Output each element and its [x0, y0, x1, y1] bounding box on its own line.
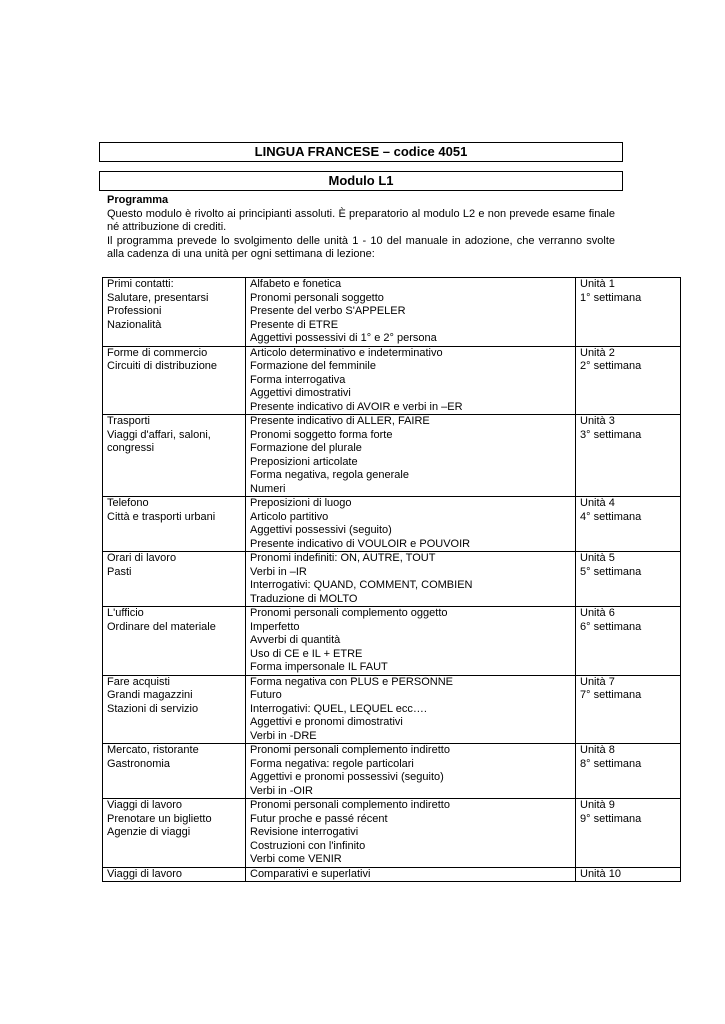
- topics-line: Telefono: [107, 497, 149, 509]
- grammar-line: Formazione del plurale: [250, 442, 362, 454]
- table-row: [103, 799, 681, 868]
- grammar-cell: [246, 552, 576, 607]
- unit-cell: [576, 278, 681, 347]
- topics-line: Ordinare del materiale: [107, 620, 216, 633]
- grammar-cell: [246, 497, 576, 552]
- unit-line: 2° settimana: [580, 360, 642, 372]
- topics-line: Grandi magazzini: [107, 689, 193, 701]
- grammar-line: Interrogativi: QUAND, COMMENT, COMBIEN: [250, 579, 473, 591]
- grammar-line: Verbi in -DRE: [250, 729, 317, 742]
- topics-cell: [103, 415, 246, 497]
- grammar-line: Revisione interrogativi: [250, 826, 359, 838]
- grammar-line: Aggettivi e pronomi possessivi (seguito): [250, 771, 444, 783]
- intro-heading: Programma: [107, 194, 169, 206]
- grammar-cell: [246, 346, 576, 415]
- topics-line: Viaggi di lavoro: [107, 799, 183, 811]
- topics-line: Nazionalità: [107, 318, 162, 331]
- table-row: [103, 675, 681, 744]
- topics-line: L'ufficio: [107, 607, 144, 619]
- grammar-line: Articolo determinativo e indeterminativo: [250, 346, 443, 359]
- unit-line: 6° settimana: [580, 620, 642, 633]
- grammar-cell: [246, 867, 576, 882]
- topics-cell: [103, 552, 246, 607]
- grammar-cell: [246, 607, 576, 676]
- grammar-line: Preposizioni articolate: [250, 455, 358, 468]
- grammar-line: Pronomi soggetto forma forte: [250, 428, 393, 441]
- grammar-line: Aggettivi possessivi di 1° e 2° persona: [250, 332, 437, 344]
- unit-cell: [576, 415, 681, 497]
- grammar-line: Forma negativa con PLUS e PERSONNE: [250, 675, 453, 688]
- topics-line: Pasti: [107, 565, 132, 578]
- grammar-line: Comparativi e superlativi: [250, 867, 371, 880]
- unit-cell: [576, 497, 681, 552]
- unit-line: 9° settimana: [580, 812, 642, 825]
- topics-cell: [103, 867, 246, 882]
- unit-line: Unità 3: [580, 415, 615, 427]
- grammar-line: Pronomi personali complemento indiretto: [250, 744, 450, 756]
- grammar-line: Preposizioni di luogo: [250, 497, 352, 509]
- topics-line: Professioni: [107, 305, 162, 317]
- table-row: [103, 415, 681, 497]
- intro-paragraph: Il programma prevede lo svolgimento delle unità 1 - 10 del manuale in adozione, che verranno svolte alla cadenza di una unità per ogni settimana di lezione:: [107, 234, 615, 260]
- topics-line: Forme di commercio: [107, 346, 208, 359]
- unit-line: Unità 7: [580, 675, 615, 688]
- grammar-cell: [246, 415, 576, 497]
- table-row: [103, 497, 681, 552]
- topics-line: Città e trasporti urbani: [107, 510, 216, 523]
- intro-section: [107, 194, 615, 262]
- topics-cell: [103, 607, 246, 676]
- topics-line: Viaggi d'affari, saloni,: [107, 428, 211, 441]
- grammar-line: Traduzione di MOLTO: [250, 592, 358, 605]
- grammar-line: Numeri: [250, 482, 286, 495]
- grammar-line: Futuro: [250, 689, 282, 701]
- topics-line: Prenotare un biglietto: [107, 812, 212, 825]
- unit-line: Unità 2: [580, 346, 615, 359]
- unit-cell: [576, 867, 681, 882]
- unit-cell: [576, 607, 681, 676]
- topics-line: Circuiti di distribuzione: [107, 360, 218, 372]
- topics-line: Stazioni di servizio: [107, 702, 199, 715]
- grammar-line: Forma interrogativa: [250, 373, 346, 386]
- topics-cell: [103, 744, 246, 799]
- grammar-line: Forma negativa, regola generale: [250, 469, 409, 481]
- grammar-line: Pronomi indefiniti: ON, AUTRE, TOUT: [250, 552, 436, 564]
- grammar-line: Verbi in -OIR: [250, 784, 313, 797]
- table-row: [103, 346, 681, 415]
- grammar-line: Presente di ETRE: [250, 318, 339, 331]
- topics-line: Mercato, ristorante: [107, 744, 199, 756]
- grammar-line: Imperfetto: [250, 620, 300, 633]
- intro-paragraph: Questo modulo è rivolto ai principianti assoluti. È preparatorio al modulo L2 e non prevede esame finale né attribuzione di crediti.: [107, 207, 615, 233]
- table-row: [103, 552, 681, 607]
- unit-line: 7° settimana: [580, 689, 642, 701]
- unit-line: 4° settimana: [580, 510, 642, 523]
- module-title: Modulo L1: [99, 171, 623, 191]
- grammar-cell: [246, 675, 576, 744]
- unit-line: Unità 1: [580, 278, 615, 290]
- topics-cell: [103, 799, 246, 868]
- grammar-line: Aggettivi dimostrativi: [250, 387, 351, 399]
- schedule-table: [102, 277, 681, 882]
- grammar-cell: [246, 744, 576, 799]
- topics-line: Orari di lavoro: [107, 552, 177, 564]
- topics-cell: [103, 346, 246, 415]
- unit-line: Unità 4: [580, 497, 615, 509]
- topics-cell: [103, 675, 246, 744]
- unit-line: Unità 9: [580, 799, 615, 811]
- grammar-line: Pronomi personali complemento indiretto: [250, 799, 450, 811]
- unit-line: 3° settimana: [580, 428, 642, 441]
- grammar-cell: [246, 278, 576, 347]
- grammar-line: Presente indicativo di ALLER, FAIRE: [250, 415, 430, 427]
- grammar-line: Formazione del femminile: [250, 360, 376, 372]
- grammar-line: Articolo partitivo: [250, 510, 329, 523]
- unit-line: Unità 5: [580, 552, 615, 564]
- unit-cell: [576, 552, 681, 607]
- course-title: LINGUA FRANCESE – codice 4051: [99, 142, 623, 162]
- topics-line: Primi contatti:: [107, 278, 174, 290]
- topics-line: Viaggi di lavoro: [107, 867, 183, 880]
- topics-line: Agenzie di viaggi: [107, 826, 191, 838]
- table-row: [103, 744, 681, 799]
- grammar-line: Pronomi personali complemento oggetto: [250, 607, 448, 619]
- unit-line: 1° settimana: [580, 291, 642, 304]
- grammar-line: Costruzioni con l'infinito: [250, 839, 366, 852]
- topics-cell: [103, 497, 246, 552]
- unit-line: 8° settimana: [580, 757, 642, 770]
- grammar-line: Aggettivi possessivi (seguito): [250, 524, 392, 536]
- table-row: [103, 867, 681, 882]
- grammar-line: Forma negativa: regole particolari: [250, 757, 414, 770]
- unit-cell: [576, 346, 681, 415]
- unit-line: 5° settimana: [580, 565, 642, 578]
- table-row: [103, 607, 681, 676]
- unit-line: Unità 8: [580, 744, 615, 756]
- unit-line: Unità 6: [580, 607, 615, 619]
- grammar-cell: [246, 799, 576, 868]
- topics-line: Gastronomia: [107, 757, 170, 770]
- unit-cell: [576, 744, 681, 799]
- grammar-line: Presente del verbo S'APPELER: [250, 305, 406, 317]
- grammar-line: Alfabeto e fonetica: [250, 278, 342, 290]
- unit-cell: [576, 675, 681, 744]
- topics-line: Fare acquisti: [107, 675, 170, 688]
- grammar-line: Uso di CE e IL + ETRE: [250, 647, 363, 660]
- grammar-line: Pronomi personali soggetto: [250, 291, 384, 304]
- grammar-line: Avverbi di quantità: [250, 634, 341, 646]
- unit-line: Unità 10: [580, 867, 621, 880]
- unit-cell: [576, 799, 681, 868]
- grammar-line: Aggettivi e pronomi dimostrativi: [250, 716, 403, 728]
- grammar-line: Presente indicativo di AVOIR e verbi in –ER: [250, 400, 463, 413]
- grammar-line: Interrogativi: QUEL, LEQUEL ecc….: [250, 702, 427, 715]
- topics-cell: [103, 278, 246, 347]
- topics-line: Trasporti: [107, 415, 150, 427]
- grammar-line: Presente indicativo di VOULOIR e POUVOIR: [250, 537, 471, 550]
- topics-line: congressi: [107, 442, 155, 454]
- grammar-line: Futur proche e passé récent: [250, 812, 388, 825]
- grammar-line: Verbi come VENIR: [250, 853, 342, 865]
- topics-line: Salutare, presentarsi: [107, 291, 209, 304]
- table-row: [103, 278, 681, 347]
- grammar-line: Verbi in –IR: [250, 565, 307, 578]
- grammar-line: Forma impersonale IL FAUT: [250, 661, 388, 673]
